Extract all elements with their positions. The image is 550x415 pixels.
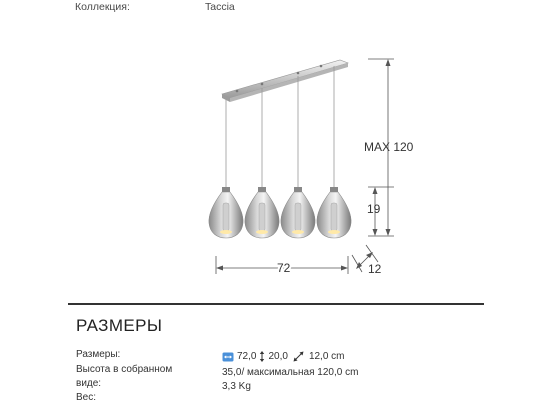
collection-label: Коллекция: — [75, 1, 130, 13]
collection-value: Taccia — [205, 1, 235, 13]
weight-label: Вес: — [76, 392, 97, 403]
depth-value: 12,0 cm — [308, 351, 345, 362]
pendant-shade — [209, 187, 243, 238]
width-label: 72 — [277, 261, 291, 275]
width-arrows-icon — [222, 352, 234, 362]
height-arrows-icon — [259, 351, 265, 362]
depth-label: 12 — [368, 262, 382, 276]
depth-arrows-icon — [293, 351, 304, 362]
dimensions-section-title: РАЗМЕРЫ — [76, 316, 163, 335]
ceiling-canopy — [222, 60, 348, 102]
height-max-label: MAX 120 — [364, 140, 414, 154]
shade-height-label: 19 — [367, 202, 381, 216]
pendant-shade — [281, 187, 315, 238]
assembled-height-label-line2: виде: — [76, 378, 102, 389]
pendant-shade — [317, 187, 351, 238]
section-divider — [68, 303, 484, 305]
height-value: 20,0 — [268, 351, 288, 362]
assembled-height-label-line1: Высота в собранном — [76, 364, 173, 375]
width-value: 72,0 — [237, 351, 257, 362]
assembled-height-value: 35,0/ максимальная 120,0 cm — [222, 367, 359, 378]
dimensions-value — [222, 350, 345, 363]
pendant-shade — [245, 187, 279, 238]
size-label: Размеры: — [76, 349, 121, 360]
weight-value: 3,3 Kg — [222, 381, 251, 392]
